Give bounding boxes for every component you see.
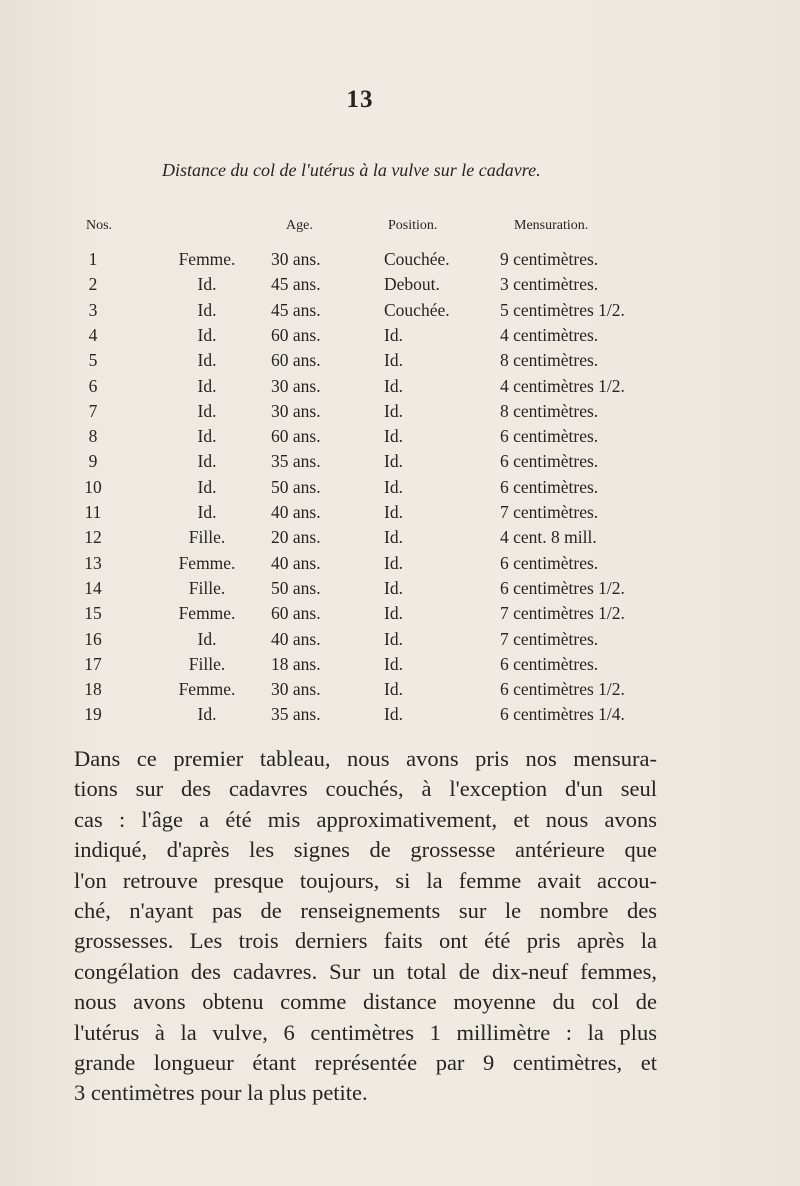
row-measure: 6 centimètres.: [500, 476, 599, 497]
header-age: Age.: [286, 218, 313, 233]
row-age: 40 ans.: [271, 552, 321, 573]
row-measure: 7 centimètres.: [500, 502, 599, 522]
row-age: 40 ans.: [271, 502, 321, 522]
row-position: Id.: [384, 476, 403, 497]
table-row: [0, 401, 800, 426]
table-row: [0, 629, 800, 654]
row-position: Debout.: [384, 274, 440, 295]
row-number: 10: [84, 476, 102, 497]
row-sex: Id.: [197, 324, 217, 345]
row-age: 30 ans.: [271, 400, 321, 421]
row-position: Id.: [384, 577, 403, 598]
row-position: Id.: [384, 502, 403, 522]
row-measure: 7 centimètres 1/2.: [500, 603, 625, 624]
row-age: 50 ans.: [271, 577, 321, 598]
row-age: 60 ans.: [271, 324, 321, 345]
row-number: 13: [84, 552, 102, 573]
row-measure: 6 centimètres 1/2.: [500, 679, 625, 700]
row-age: 50 ans.: [271, 476, 321, 497]
row-measure: 6 centimètres 1/2.: [500, 577, 625, 598]
row-sex: Id.: [197, 400, 217, 421]
paragraph-line: 3 centimètres pour la plus petite.: [74, 1080, 368, 1106]
table-caption: Distance du col de l'utérus à la vulve sur le cadavre.: [162, 160, 541, 180]
row-measure: 4 centimètres 1/2.: [500, 375, 625, 396]
row-number: 16: [84, 628, 102, 649]
row-number: 14: [84, 577, 102, 598]
row-sex: Id.: [197, 375, 217, 396]
paragraph-line: l'on retrouve presque toujours, si la femme avait accou-: [74, 867, 657, 893]
table-row: [0, 704, 800, 729]
table-row: [0, 249, 800, 274]
row-sex: Id.: [197, 426, 217, 447]
paragraph-line: Dans ce premier tableau, nous avons pris nos mensura-: [74, 746, 657, 771]
table-row: [0, 350, 800, 375]
row-position: Couchée.: [384, 249, 450, 269]
table-row: [0, 477, 800, 502]
body-paragraph: [74, 744, 657, 1109]
row-sex: Femme.: [178, 603, 236, 624]
paragraph-line: indiqué, d'après les signes de grossesse antérieure que: [74, 837, 657, 863]
row-number: 6: [88, 375, 98, 396]
row-number: 12: [84, 527, 102, 548]
page-number: 13: [346, 86, 374, 113]
table-row: [0, 426, 800, 451]
table-row: [0, 603, 800, 628]
table-row: [0, 300, 800, 325]
table-row: [0, 527, 800, 552]
header-number: Nos.: [86, 218, 113, 233]
row-measure: 6 centimètres.: [500, 426, 599, 447]
paragraph-line: l'utérus à la vulve, 6 centimètres 1 millimètre : la plus: [74, 1019, 657, 1045]
row-age: 40 ans.: [271, 628, 321, 649]
row-number: 9: [88, 451, 98, 472]
row-sex: Id.: [197, 350, 217, 371]
row-position: Id.: [384, 451, 403, 472]
row-number: 5: [88, 350, 98, 371]
row-age: 60 ans.: [271, 426, 321, 447]
row-position: Id.: [384, 653, 403, 674]
row-position: Id.: [384, 628, 403, 649]
row-measure: 5 centimètres 1/2.: [500, 299, 625, 320]
table-row: [0, 376, 800, 401]
row-measure: 4 cent. 8 mill.: [500, 527, 597, 548]
row-sex: Id.: [197, 704, 217, 725]
row-age: 20 ans.: [271, 527, 321, 548]
table-row: [0, 451, 800, 476]
row-measure: 6 centimètres.: [500, 552, 599, 573]
row-sex: Fille.: [188, 527, 226, 548]
row-number: 18: [84, 679, 102, 700]
row-position: Id.: [384, 375, 403, 396]
row-sex: Id.: [197, 628, 217, 649]
row-position: Couchée.: [384, 299, 450, 320]
row-age: 30 ans.: [271, 679, 321, 700]
table-row: [0, 502, 800, 527]
paragraph-line: tions sur des cadavres couchés, à l'exception d'un seul: [74, 776, 657, 802]
row-position: Id.: [384, 704, 403, 725]
row-age: 35 ans.: [271, 704, 321, 725]
table-row: [0, 679, 800, 704]
row-sex: Id.: [197, 451, 217, 472]
row-position: Id.: [384, 552, 403, 573]
paragraph-line: cas : l'âge a été mis approximativement, et nous avons: [74, 806, 657, 832]
row-age: 35 ans.: [271, 451, 321, 472]
row-sex: Femme.: [178, 249, 236, 269]
row-position: Id.: [384, 400, 403, 421]
table-row: [0, 553, 800, 578]
row-number: 4: [88, 324, 98, 345]
row-sex: Fille.: [188, 653, 226, 674]
paragraph-line: grossesses. Les trois derniers faits ont été pris après la: [74, 928, 657, 954]
row-position: Id.: [384, 527, 403, 548]
row-age: 45 ans.: [271, 299, 321, 320]
header-position: Position.: [388, 218, 438, 233]
row-measure: 7 centimètres.: [500, 628, 599, 649]
row-age: 60 ans.: [271, 603, 321, 624]
paragraph-line: ché, n'ayant pas de renseignements sur le nombre des: [74, 897, 657, 923]
row-measure: 8 centimètres.: [500, 400, 599, 421]
row-measure: 6 centimètres.: [500, 451, 599, 472]
row-measure: 6 centimètres 1/4.: [500, 704, 625, 725]
row-position: Id.: [384, 679, 403, 700]
row-sex: Femme.: [178, 679, 236, 700]
row-number: 2: [88, 274, 98, 295]
row-number: 11: [84, 502, 102, 522]
row-age: 60 ans.: [271, 350, 321, 371]
table-row: [0, 325, 800, 350]
row-measure: 4 centimètres.: [500, 324, 599, 345]
table-row: [0, 274, 800, 299]
row-number: 7: [88, 400, 98, 421]
row-number: 8: [88, 426, 98, 447]
paragraph-line: congélation des cadavres. Sur un total de dix-neuf femmes,: [74, 958, 657, 984]
row-position: Id.: [384, 350, 403, 371]
paragraph-line: nous avons obtenu comme distance moyenne du col de: [74, 989, 657, 1015]
row-sex: Femme.: [178, 552, 236, 573]
row-age: 30 ans.: [271, 375, 321, 396]
row-age: 18 ans.: [271, 653, 321, 674]
row-sex: Id.: [197, 299, 217, 320]
row-sex: Id.: [197, 502, 217, 522]
row-sex: Fille.: [188, 577, 226, 598]
header-measure: Mensuration.: [514, 218, 589, 233]
row-age: 30 ans.: [271, 249, 321, 269]
row-number: 19: [84, 704, 102, 725]
row-position: Id.: [384, 324, 403, 345]
row-measure: 3 centimètres.: [500, 274, 599, 295]
row-sex: Id.: [197, 476, 217, 497]
paragraph-line: grande longueur étant représentée par 9 centimètres, et: [74, 1049, 657, 1075]
table-row: [0, 578, 800, 603]
row-number: 1: [88, 249, 98, 269]
row-measure: 8 centimètres.: [500, 350, 599, 371]
row-measure: 6 centimètres.: [500, 653, 599, 674]
row-number: 17: [84, 653, 102, 674]
table-row: [0, 654, 800, 679]
row-number: 3: [88, 299, 98, 320]
row-position: Id.: [384, 426, 403, 447]
row-sex: Id.: [197, 274, 217, 295]
row-number: 15: [84, 603, 102, 624]
row-position: Id.: [384, 603, 403, 624]
row-age: 45 ans.: [271, 274, 321, 295]
row-measure: 9 centimètres.: [500, 249, 599, 269]
